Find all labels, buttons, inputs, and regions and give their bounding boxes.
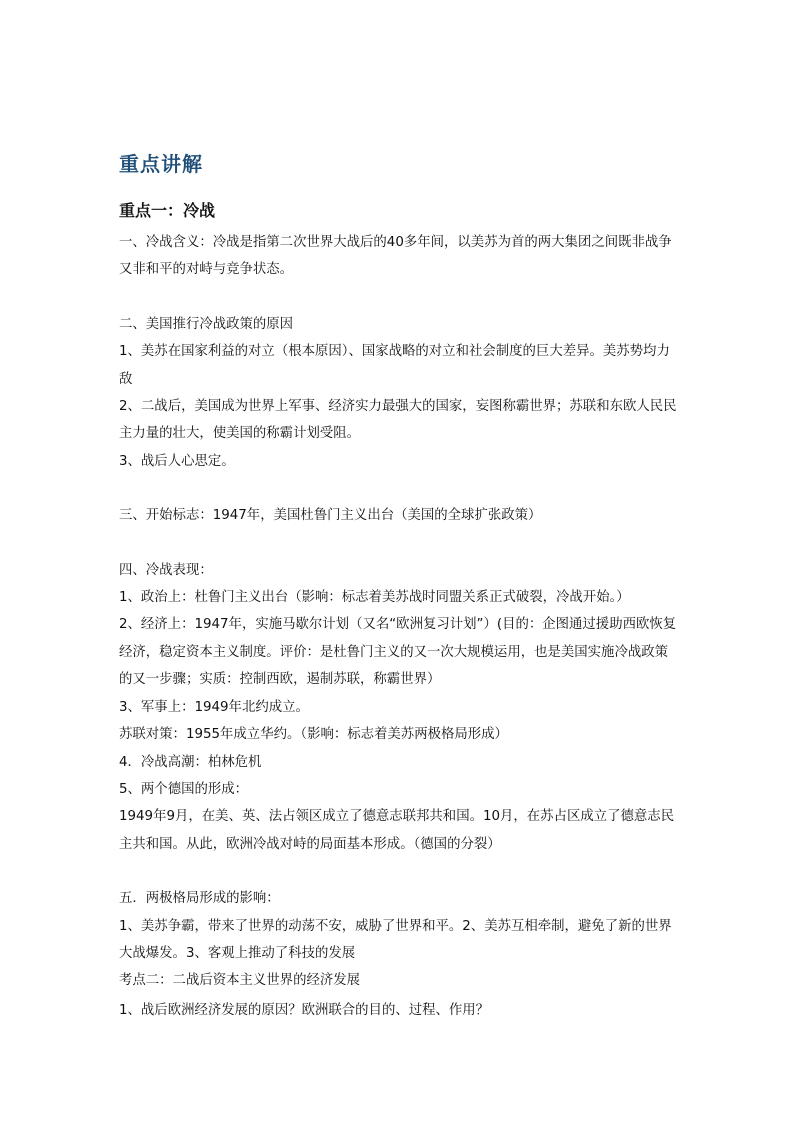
manifestation-climax: 4．冷战高潮：柏林危机 [119, 754, 262, 770]
impact-detail: 1、美苏争霸，带来了世界的动荡不安，威胁了世界和平。2、美苏互相牵制，避免了新的世界大战爆发。3、客观上推动了科技的发展 [119, 918, 672, 961]
manifestation-military: 3、军事上：1949年北约成立。 [119, 699, 309, 715]
start-sign: 三、开始标志：1947年，美国杜鲁门主义出台（美国的全球扩张政策） [119, 508, 542, 524]
cold-war-definition: 一、冷战含义：冷战是指第二次世界大战后的40多年间，以美苏为首的两大集团之间既非战争又非和平的对峙与竞争状态。 [119, 235, 672, 278]
impact-heading: 五．两极格局形成的影响： [119, 891, 280, 907]
manifestation-political: 1、政治上：杜鲁门主义出台（影响：标志着美苏战时同盟关系正式破裂，冷战开始。） [119, 590, 630, 606]
spacer [119, 475, 679, 502]
point-two-title: 考点二：二战后资本主义世界的经济发展 [119, 973, 361, 989]
germany-detail: 1949年9月，在美、英、法占领区成立了德意志联邦共和国。10月，在苏占区成立了德意志民主共和国。从此，欧洲冷战对峙的局面基本形成。（德国的分裂） [119, 809, 675, 852]
reason-item-2: 2、二战后，美国成为世界上军事、经济实力最强大的国家，妄图称霸世界；苏联和东欧人民民主力量的壮大，使美国的称霸计划受阻。 [119, 399, 677, 442]
soviet-response: 苏联对策：1955年成立华约。（影响：标志着美苏两极格局形成） [119, 727, 508, 743]
question-1: 1、战后欧洲经济发展的原因？欧洲联合的目的、过程、作用？ [119, 1002, 490, 1018]
reason-item-3: 3、战后人心思定。 [119, 453, 235, 469]
manifestation-economic: 2、经济上：1947年，实施马歇尔计划（又名“欧洲复习计划”）(目的：企图通过援助西欧恢复经济，稳定资本主义制度。评价：是杜鲁门主义的又一次大规模运用，也是美国实施冷战政策的又一步骤；实质：控制西欧，遏制苏联，称霸世界） [119, 617, 677, 688]
manifestations-heading: 四、冷战表现： [119, 562, 213, 578]
manifestation-germany: 5、两个德国的形成： [119, 781, 249, 797]
spacer [119, 284, 679, 311]
spacer [119, 530, 679, 557]
reasons-heading: 二、美国推行冷战政策的原因 [119, 316, 294, 332]
section-title: 重点讲解 [119, 152, 203, 176]
reason-item-1: 1、美苏在国家利益的对立（根本原因）、国家战略的对立和社会制度的巨大差异。美苏势均力敌 [119, 344, 670, 387]
spacer [119, 858, 679, 885]
document-content [119, 148, 679, 1024]
point-one-title: 重点一：冷战 [119, 201, 216, 220]
